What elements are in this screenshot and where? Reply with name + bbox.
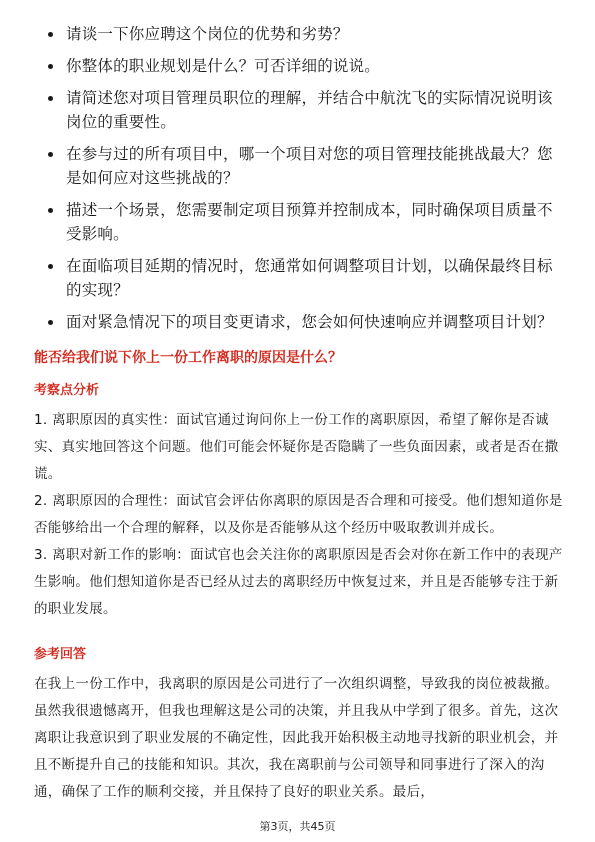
page-number: 第3页，共45页 [259, 820, 336, 833]
bullet-item [40, 254, 560, 302]
bullet-text: 在面临项目延期的情况时，您通常如何调整项目计划，以确保最终目标的实现？ [66, 257, 553, 299]
bullet-dot-icon [48, 264, 53, 269]
bullet-item [40, 198, 560, 246]
analysis-point: 1. 离职原因的真实性：面试官通过询问你上一份工作的离职原因，希望了解你是否诚实、真实地回答这个问题。他们可能会怀疑你是否隐瞒了一些负面因素，或者是否在撒谎。 [34, 412, 559, 482]
analysis-point: 3. 离职对新工作的影响：面试官也会关注你的离职原因是否会对你在新工作中的表现产生影响。他们想知道你是否已经从过去的离职经历中恢复过来，并且是否能够专注于新的职业发展。 [34, 547, 563, 617]
bullet-item [40, 54, 560, 78]
question-title: 能否给我们说下你上一份工作离职的原因是什么？ [34, 350, 342, 366]
bullet-dot-icon [48, 320, 53, 325]
bullet-dot-icon [48, 32, 53, 37]
bullet-text: 你整体的职业规划是什么？可否详细的说说。 [66, 57, 381, 75]
answer-heading: 参考回答 [34, 647, 87, 662]
answer-text: 在我上一份工作中，我离职的原因是公司进行了一次组织调整，导致我的岗位被裁撤。虽然我很遗憾离开，但我也理解这是公司的决策，并且我从中学到了很多。首先，这次离职让我意识到了职业发展的不确定性，因此我开始积极主动地寻找新的职业机会，并且不断提升自己的技能和知识。其次，我在离职前与公司领导和同事进行了深入的沟通，确保了工作的顺利交接，并且保持了良好的职业关系。最后， [34, 676, 559, 800]
answer-section [34, 645, 564, 806]
bullet-item [40, 22, 560, 46]
analysis-section [34, 381, 564, 623]
question-bullet-list [40, 22, 560, 342]
analysis-point: 2. 离职原因的合理性：面试官会评估你离职的原因是否合理和可接受。他们想知道你是否能够给出一个合理的解释，以及你是否能够从这个经历中吸取教训并成长。 [34, 493, 563, 536]
bullet-dot-icon [48, 64, 53, 69]
bullet-item [40, 310, 560, 334]
bullet-text: 描述一个场景，您需要制定项目预算并控制成本，同时确保项目质量不受影响。 [66, 201, 553, 243]
bullet-text: 在参与过的所有项目中，哪一个项目对您的项目管理技能挑战最大？您是如何应对这些挑战的？ [66, 145, 553, 187]
bullet-text: 请谈一下你应聘这个岗位的优势和劣势？ [66, 25, 349, 43]
bullet-dot-icon [48, 208, 53, 213]
question-section [34, 348, 564, 368]
bullet-item [40, 86, 560, 134]
bullet-item [40, 142, 560, 190]
bullet-dot-icon [48, 96, 53, 101]
bullet-dot-icon [48, 152, 53, 157]
analysis-heading: 考察点分析 [34, 383, 100, 398]
bullet-text: 面对紧急情况下的项目变更请求，您会如何快速响应并调整项目计划？ [66, 313, 553, 331]
bullet-text: 请简述您对项目管理员职位的理解，并结合中航沈飞的实际情况说明该岗位的重要性。 [66, 89, 553, 131]
